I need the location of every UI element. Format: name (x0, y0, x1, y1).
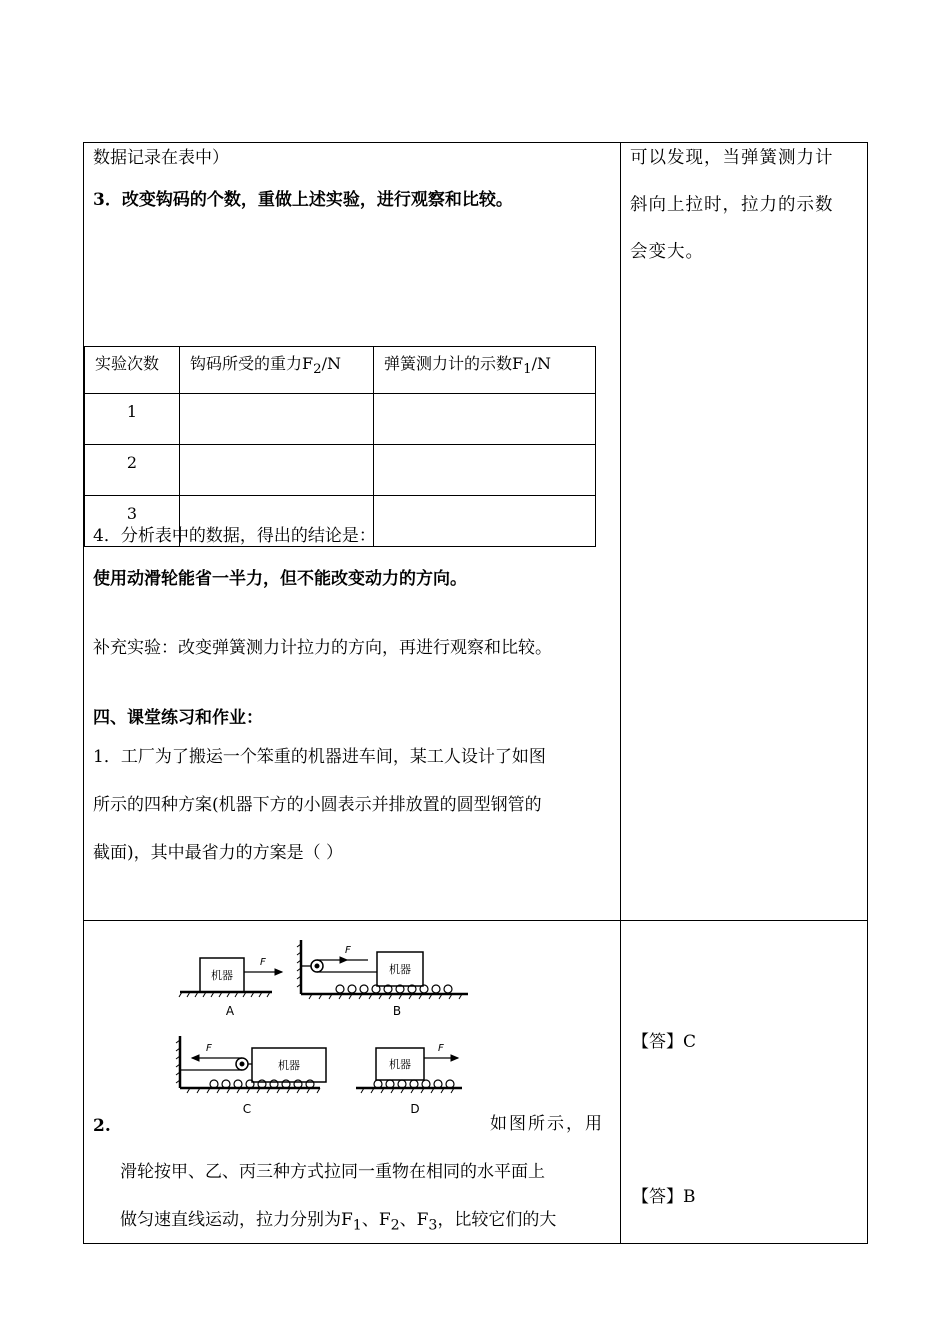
row-number-cell: 1 (85, 394, 180, 445)
q2-number: 2. (93, 1116, 111, 1136)
scale-value-cell (374, 394, 596, 445)
machine-options-figure (172, 936, 472, 1121)
machine-label-b: 机器 (389, 963, 411, 976)
frame-top-border (83, 142, 868, 143)
answer-2: 【答】B (632, 1187, 696, 1207)
weight-value-cell (180, 445, 374, 496)
header-weight-unit: /N (321, 354, 341, 373)
force-f3 (416, 1210, 438, 1234)
frame-middle-border (83, 920, 868, 921)
option-b-diagram (297, 940, 468, 1018)
machine-label-d: 机器 (389, 1058, 411, 1071)
q2-line-2: 做匀速直线运动，拉力分别为$F_1$、$F_2$、$F_3$，比较它们的大 (120, 1210, 557, 1234)
table-row (85, 445, 596, 496)
header-weight-subscript: 2 (313, 362, 322, 378)
q2-line-1: 滑轮按甲、乙、丙三种方式拉同一重物在相同的水平面上 (120, 1162, 545, 1182)
force-label-b: F (345, 945, 351, 956)
header-scale-unit: /N (531, 354, 551, 373)
force-f2-symbol: F (378, 1210, 391, 1230)
option-c-label: C (242, 1102, 252, 1116)
note-line-1: 可以发现，当弹簧测力计 (630, 148, 834, 168)
scale-value-cell (374, 496, 596, 547)
force-f3-subscript: 3 (428, 1217, 438, 1234)
frame-column-divider (620, 142, 621, 1244)
q1-line-3: 截面)，其中最省力的方案是（ ） (93, 843, 344, 863)
q2-line-2-end: ，比较它们的大 (437, 1210, 557, 1230)
frame-right-border (867, 142, 868, 1244)
q2-line-2-text: 做匀速直线运动，拉力分别为 (120, 1210, 341, 1230)
step4-text: 4．分析表中的数据，得出的结论是： (93, 526, 376, 546)
option-d-diagram (356, 1043, 462, 1116)
step3-text: 3．改变钩码的个数，重做上述实验，进行观察和比较。 (93, 190, 513, 210)
header-scale-symbol: F (512, 354, 524, 373)
force-label-d: F (438, 1043, 444, 1054)
header-scale-subscript: 1 (523, 362, 532, 378)
machine-label-c: 机器 (278, 1059, 300, 1072)
force-f1 (341, 1210, 362, 1234)
table-header-row (85, 347, 596, 394)
option-a-diagram (179, 957, 282, 1018)
force-f2 (378, 1210, 400, 1234)
section4-heading: 四、课堂练习和作业： (93, 708, 263, 728)
force-f1-symbol: F (341, 1210, 353, 1230)
force-f3-symbol: F (416, 1210, 429, 1230)
header-weight-symbol: F (302, 354, 314, 373)
header-weight-gravity (180, 347, 374, 394)
row-number-cell: 2 (85, 445, 180, 496)
frame-bottom-border (83, 1243, 868, 1244)
header-trial-count: 实验次数 (85, 347, 180, 394)
scale-value-cell (374, 445, 596, 496)
force-f1-subscript: 1 (352, 1217, 362, 1234)
option-c-diagram (176, 1036, 326, 1116)
note-line-2: 斜向上拉时，拉力的示数 (630, 195, 834, 215)
q2-tail-text: 如图所示，用 (490, 1114, 604, 1134)
header-scale-label: 弹簧测力计的示数 (384, 354, 513, 373)
answer-1: 【答】C (632, 1032, 697, 1052)
header-spring-scale (374, 347, 596, 394)
supplement-text: 补充实验：改变弹簧测力计拉力的方向，再进行观察和比较。 (93, 638, 552, 658)
option-a-label: A (225, 1004, 235, 1018)
option-d-label: D (410, 1102, 420, 1116)
header-weight-label: 钩码所受的重力 (190, 354, 303, 373)
experiment-table (84, 346, 596, 547)
conclusion-text: 使用动滑轮能省一半力，但不能改变动力的方向。 (93, 569, 467, 589)
note-line-3: 会变大。 (630, 242, 704, 262)
force-label-a: F (260, 957, 266, 968)
force-label-c: F (206, 1043, 212, 1054)
frame-left-border (83, 142, 84, 1244)
data-record-line: 数据记录在表中） (93, 148, 229, 168)
weight-value-cell (180, 394, 374, 445)
table-row (85, 394, 596, 445)
option-b-label: B (392, 1004, 402, 1018)
row-number-cell: 3 (85, 496, 180, 547)
q1-line-2: 所示的四种方案(机器下方的小圆表示并排放置的圆型钢管的 (93, 795, 542, 815)
q1-line-1: 1．工厂为了搬运一个笨重的机器进车间，某工人设计了如图 (93, 747, 546, 767)
force-f2-subscript: 2 (390, 1217, 400, 1234)
machine-label-a: 机器 (211, 969, 233, 982)
